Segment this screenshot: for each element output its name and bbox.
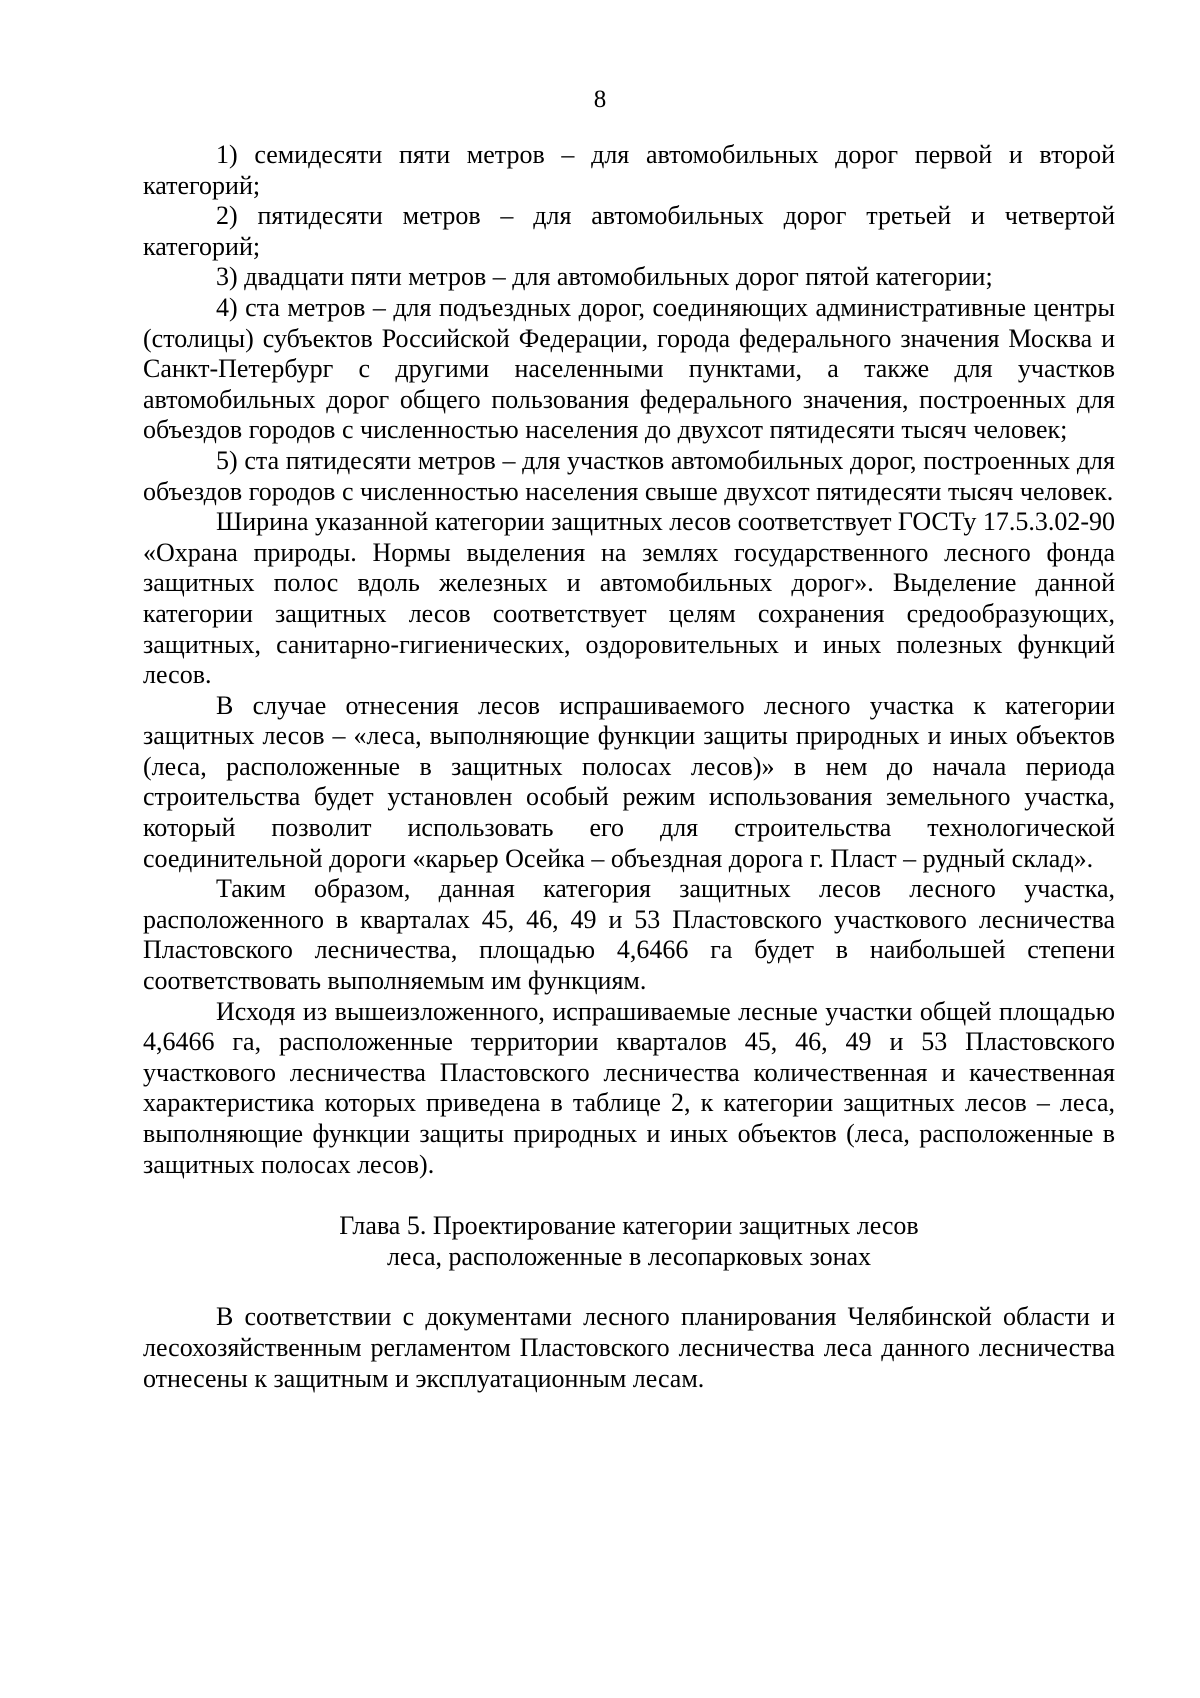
- list-item-3: 3) двадцати пяти метров – для автомобильных дорог пятой категории;: [216, 262, 993, 292]
- list-item-4: 4) ста метров – для подъездных дорог, соединяющих административные центры (столицы) субъектов Российской Федерации, города федерального значения Москва и Санкт-Петербург с другими населенными пунктами, а также для участков автомобильных дорог общего пользования федерального значения, построенных для объездов городов с численностью населения до двухсот пятидесяти тысяч человек;: [143, 292, 1115, 445]
- paragraph-proposal: Исходя из вышеизложенного, испрашиваемые лесные участки общей площадью 4,6466 га, расположенные территории кварталов 45, 46, 49 и 53 Пластовского участкового лесничества Пластовского лесничества количественная и качественная характеристика которых приведена в таблице 2, к категории защитных лесов – леса, выполняющие функции защиты природных и иных объектов (леса, расположенные в защитных полосах лесов).: [143, 996, 1115, 1179]
- paragraph-conclusion: Таким образом, данная категория защитных лесов лесного участка, расположенного в кварталах 45, 46, 49 и 53 Пластовского участкового лесничества Пластовского лесничества, площадью 4,6466 га будет в наибольшей степени соответствовать выполняемым им функциям.: [143, 874, 1115, 996]
- chapter-heading-line-2: леса, расположенные в лесопарковых зонах: [386, 1241, 872, 1271]
- list-item-2: 2) пятидесяти метров – для автомобильных дорог третьей и четвертой категорий;: [143, 201, 1115, 261]
- paragraph-special-regime: В случае отнесения лесов испрашиваемого лесного участка к категории защитных лесов – «леса, выполняющие функции защиты природных и иных объектов (леса, расположенные в защитных полосах лесов)» в нем до начала периода строительства будет установлен особый режим использования земельного участка, который позволит использовать его для строительства технологической соединительной дороги «карьер Осейка – объездная дорога г. Пласт – рудный склад».: [143, 690, 1115, 873]
- list-item-1: 1) семидесяти пяти метров – для автомобильных дорог первой и второй категорий;: [143, 140, 1115, 200]
- list-item-5: 5) ста пятидесяти метров – для участков автомобильных дорог, построенных для объездов городов с численностью населения свыше двухсот пятидесяти тысяч человек.: [143, 445, 1115, 506]
- page-number: 8: [593, 86, 607, 113]
- chapter-heading: [143, 1211, 1115, 1272]
- paragraph-gost-width: Ширина указанной категории защитных лесов соответствует ГОСТу 17.5.3.02-90 «Охрана природы. Нормы выделения на землях государственного лесного фонда защитных полос вдоль железных и автомобильных дорог». Выделение данной категории защитных лесов соответствует целям сохранения средообразующих, защитных, санитарно-гигиенических, оздоровительных и иных полезных функций лесов.: [143, 507, 1115, 690]
- paragraph-forest-planning: В соответствии с документами лесного планирования Челябинской области и лесохозяйственным регламентом Пластовского лесничества леса данного лесничества отнесены к защитным и эксплуатационным лесам.: [143, 1302, 1115, 1393]
- document-body: [143, 140, 1115, 1394]
- spacer: [143, 1272, 1115, 1302]
- chapter-heading-line-1: Глава 5. Проектирование категории защитных лесов: [339, 1211, 919, 1241]
